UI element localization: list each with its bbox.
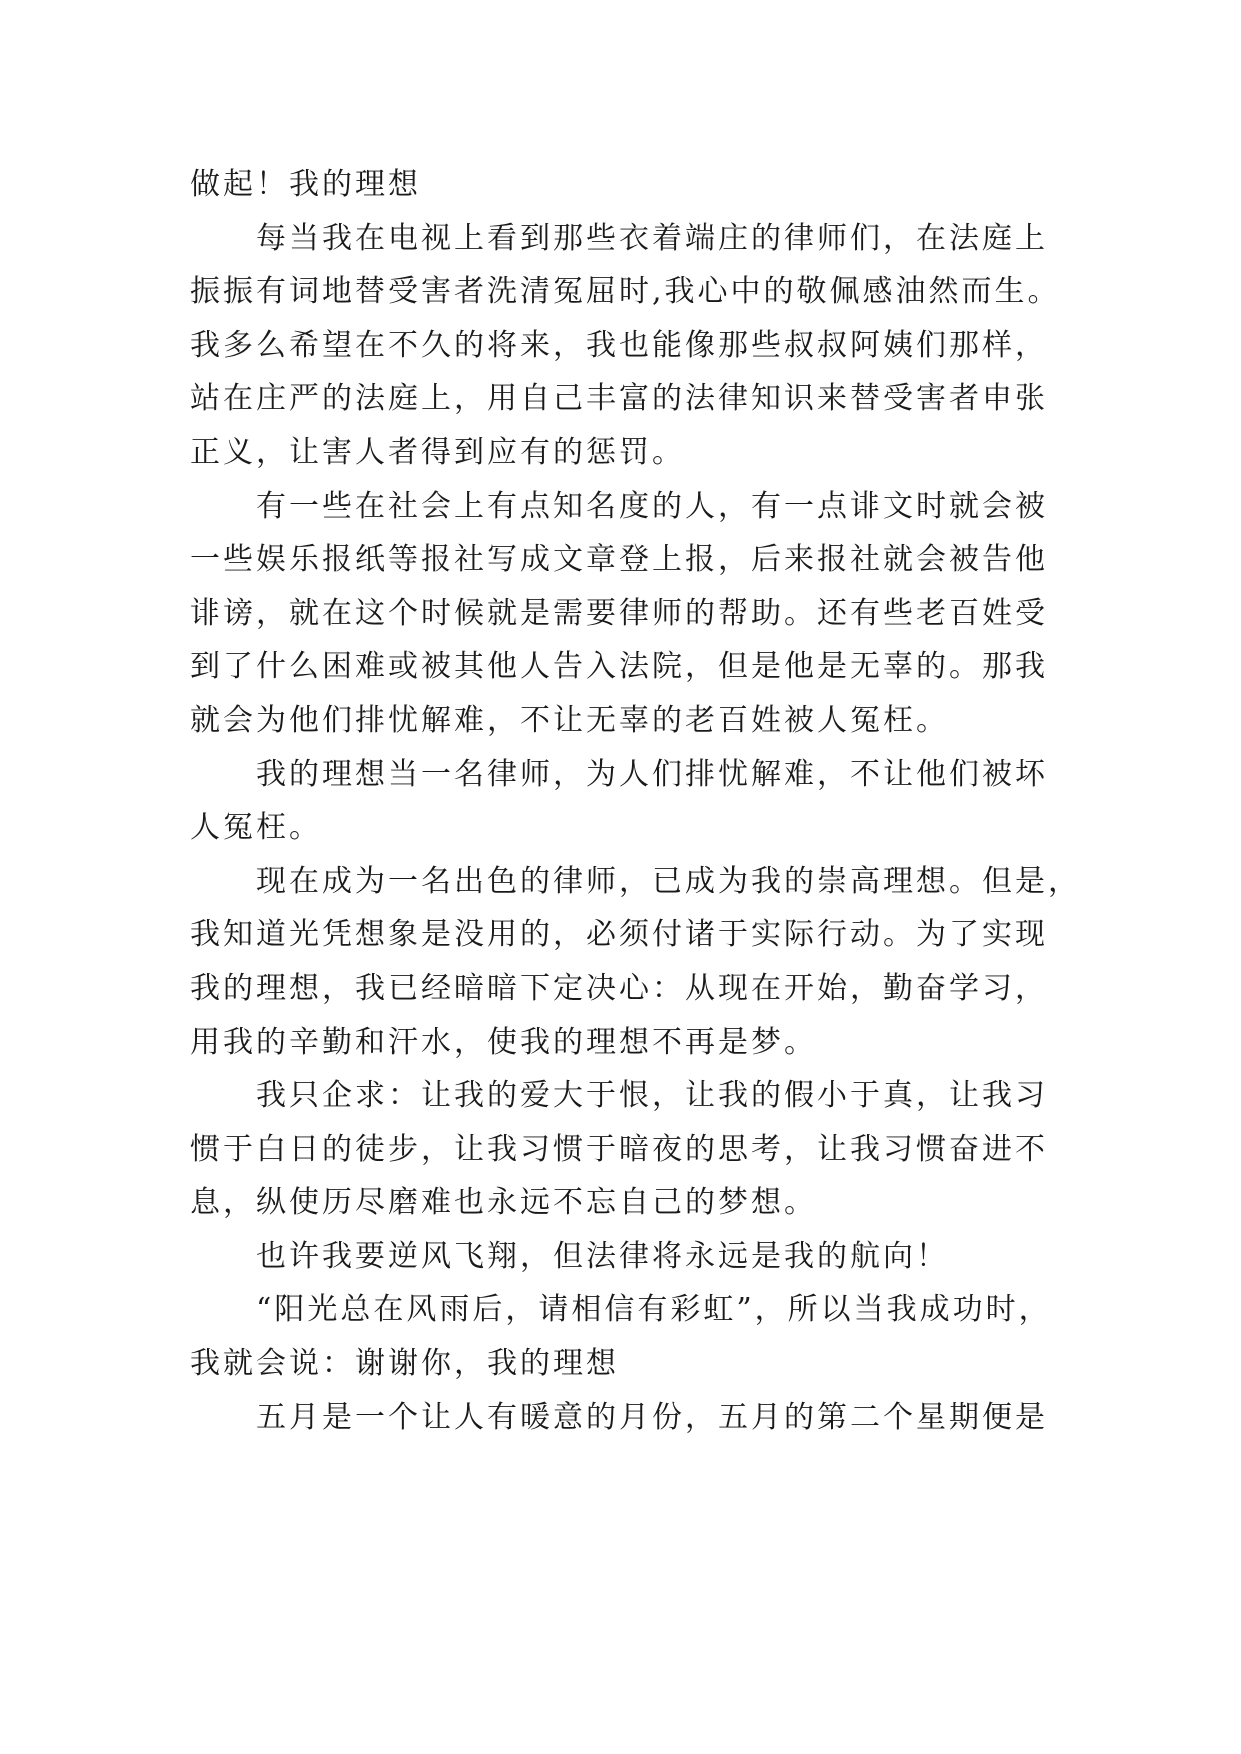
- paragraph-first-line: 我的理想当一名律师，为人们排忧解难，不让他们被坏: [256, 756, 1048, 792]
- text-line: 惯于白日的徒步，让我习惯于暗夜的思考，让我习惯奋进不: [190, 1131, 1048, 1167]
- text-line: 我就会说：谢谢你，我的理想: [190, 1346, 619, 1382]
- text-line: 站在庄严的法庭上，用自己丰富的法律知识来替受害者申张: [190, 381, 1048, 417]
- paragraph-first-line: 有一些在社会上有点知名度的人，有一点诽文时就会被: [256, 488, 1048, 524]
- text-line: 诽谤，就在这个时候就是需要律师的帮助。还有些老百姓受: [190, 595, 1048, 631]
- text-line: 我的理想，我已经暗暗下定决心：从现在开始，勤奋学习，: [190, 970, 1048, 1006]
- text-line: 一些娱乐报纸等报社写成文章登上报，后来报社就会被告他: [190, 542, 1048, 578]
- text-line: 人冤枉。: [190, 810, 322, 846]
- paragraph-first-line: “阳光总在风雨后，请相信有彩虹”，所以当我成功时，: [256, 1292, 1052, 1328]
- text-line: 就会为他们排忧解难，不让无辜的老百姓被人冤枉。: [190, 702, 949, 738]
- paragraph-first-line: 也许我要逆风飞翔，但法律将永远是我的航向！: [256, 1238, 949, 1274]
- document-body: [190, 158, 1090, 1444]
- text-line: 息，纵使历尽磨难也永远不忘自己的梦想。: [190, 1185, 817, 1221]
- text-line: 用我的辛勤和汗水，使我的理想不再是梦。: [190, 1024, 817, 1060]
- paragraph-first-line: 我只企求：让我的爱大于恨，让我的假小于真，让我习: [256, 1078, 1048, 1114]
- text-line: 我知道光凭想象是没用的，必须付诸于实际行动。为了实现: [190, 917, 1048, 953]
- text-line: 我多么希望在不久的将来，我也能像那些叔叔阿姨们那样，: [190, 327, 1048, 363]
- text-line: 到了什么困难或被其他人告入法院，但是他是无辜的。那我: [190, 649, 1048, 685]
- text-line: 振振有词地替受害者洗清冤屈时,我心中的敬佩感油然而生。: [190, 274, 1061, 310]
- text-line: 做起！我的理想: [190, 167, 421, 202]
- text-line: 正义，让害人者得到应有的惩罚。: [190, 434, 685, 470]
- paragraph-first-line: 每当我在电视上看到那些衣着端庄的律师们，在法庭上: [256, 220, 1048, 256]
- paragraph-first-line: 五月是一个让人有暖意的月份，五月的第二个星期便是: [256, 1399, 1048, 1435]
- paragraph-first-line: 现在成为一名出色的律师，已成为我的崇高理想。但是，: [256, 863, 1081, 899]
